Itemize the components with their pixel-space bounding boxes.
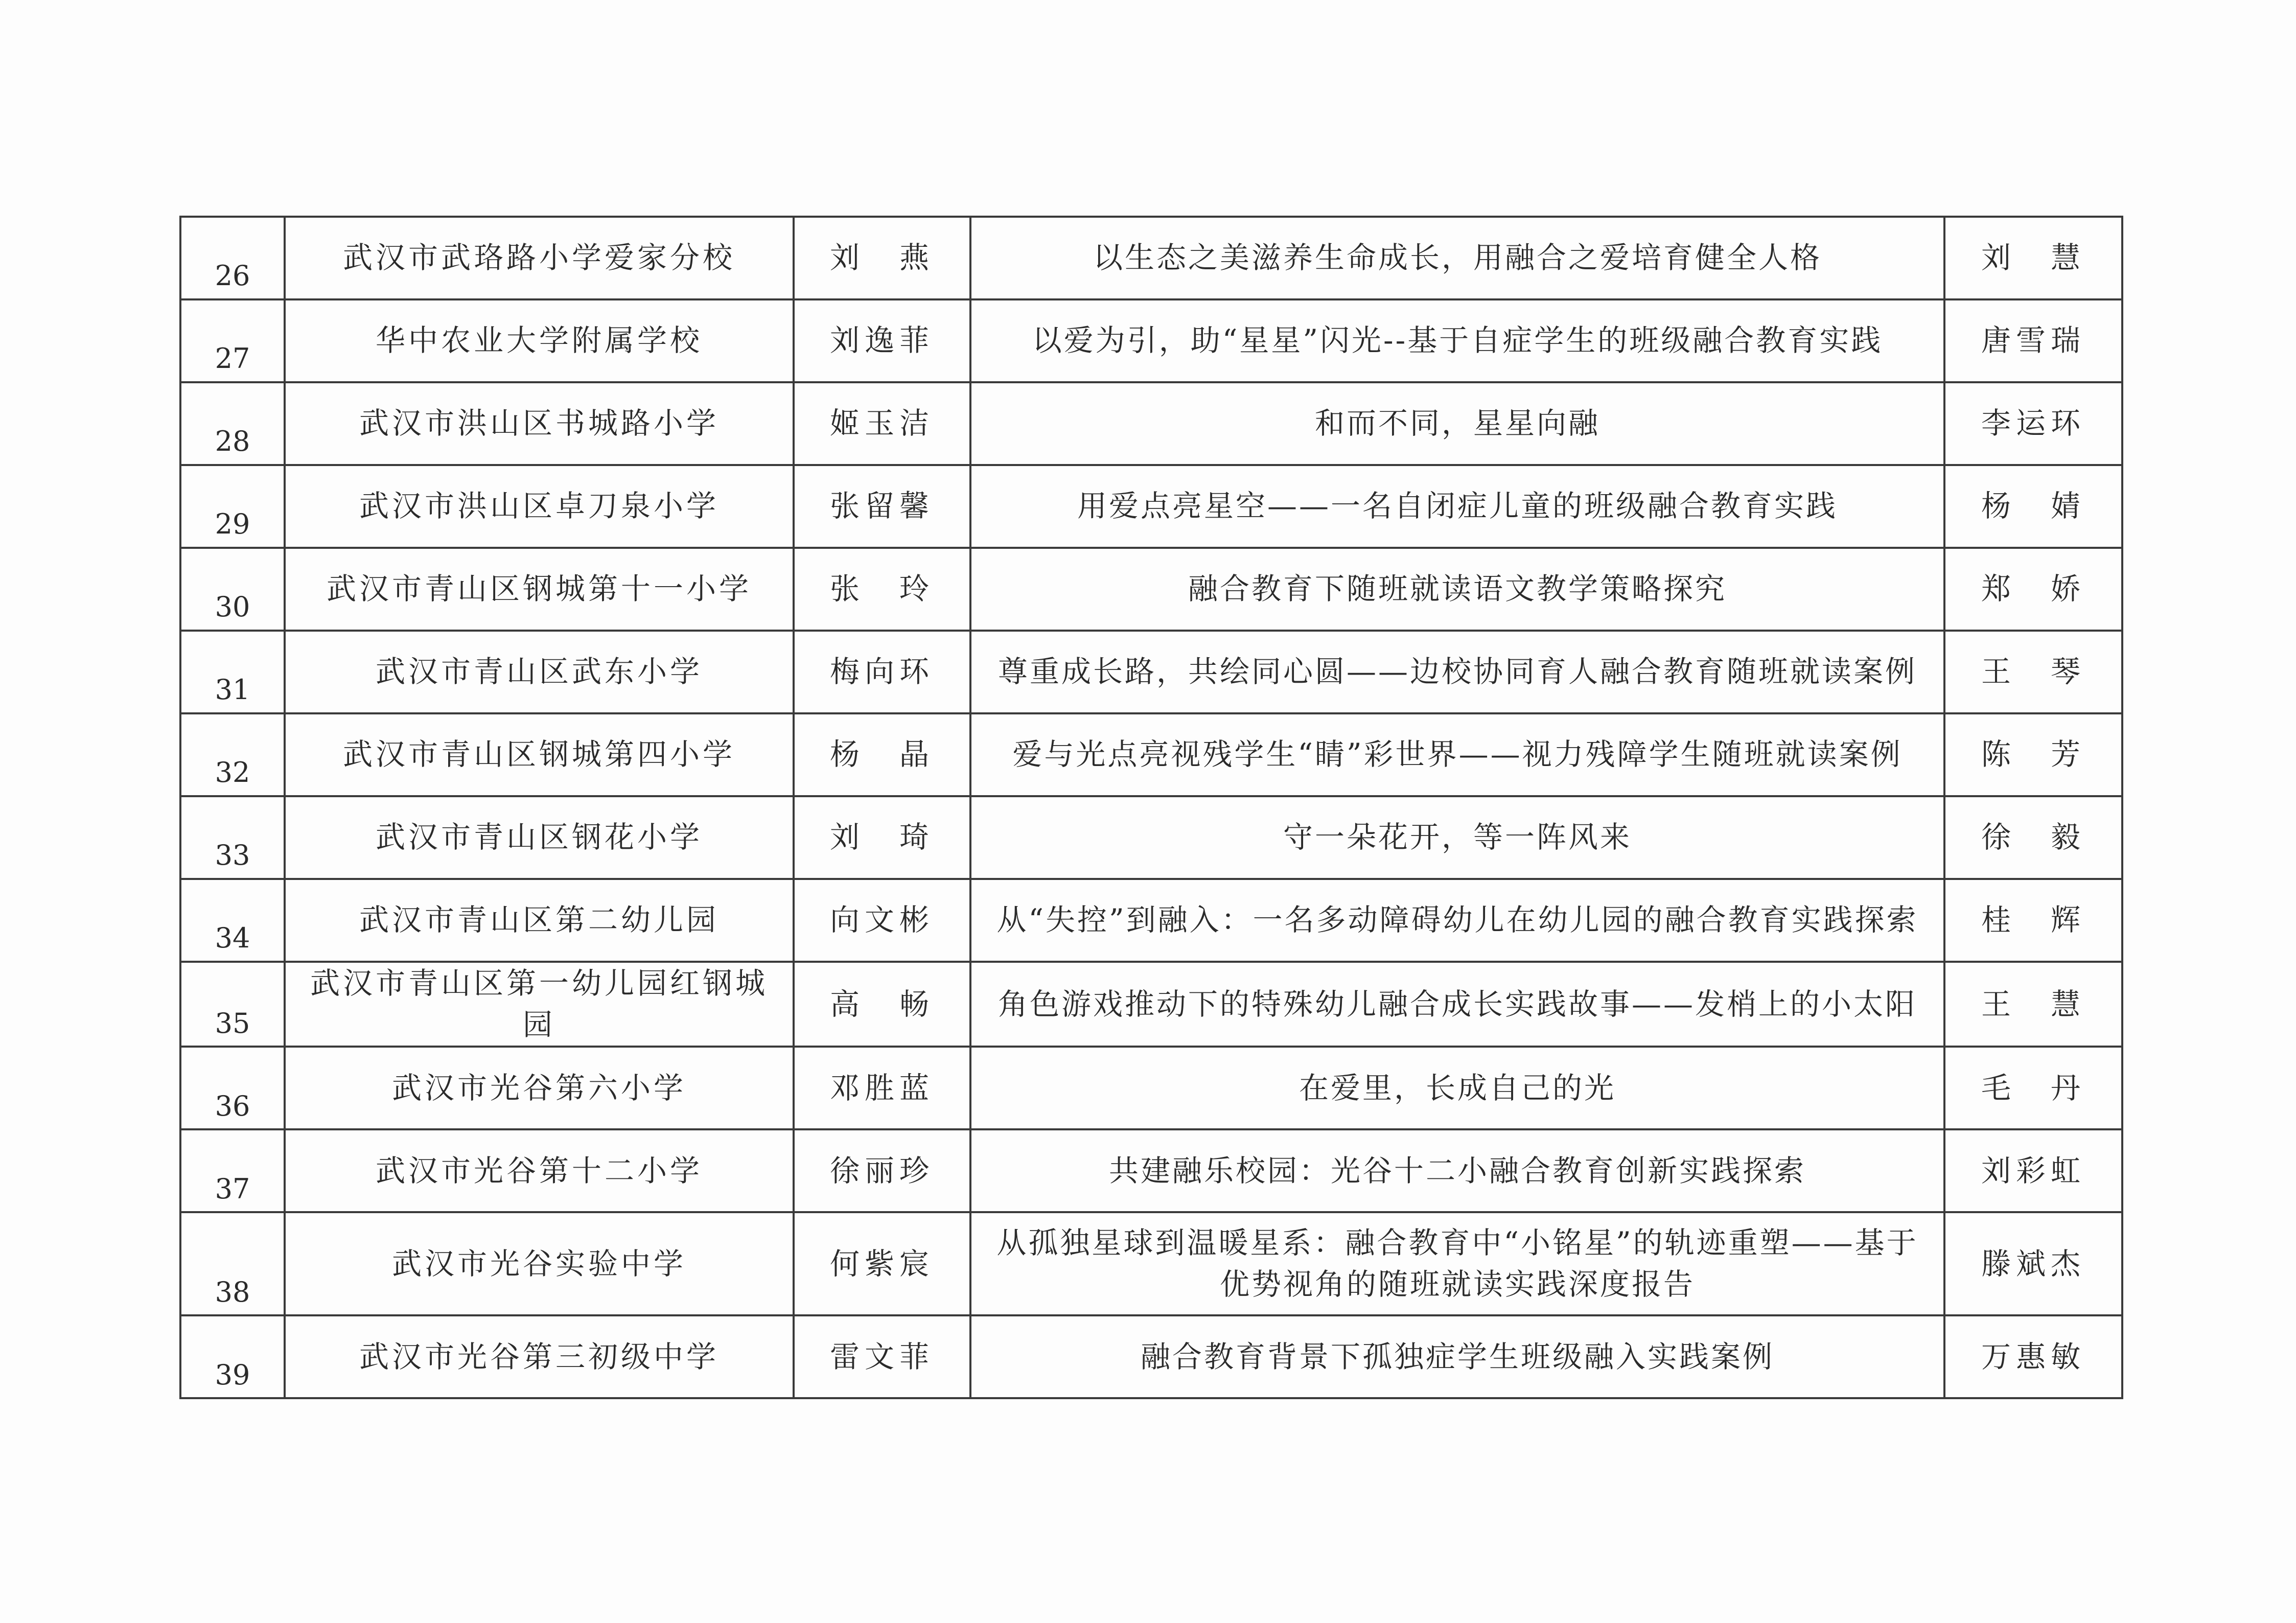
case-title: 和而不同，星星向融 [970, 382, 1944, 465]
case-title: 共建融乐校园：光谷十二小融合教育创新实践探索 [970, 1129, 1944, 1212]
case-title: 用爱点亮星空——一名自闭症儿童的班级融合教育实践 [970, 465, 1944, 548]
author-name: 徐丽珍 [794, 1129, 970, 1212]
school-name: 武汉市青山区第二幼儿园 [285, 879, 794, 962]
table-row [180, 879, 2122, 962]
table-row [180, 217, 2122, 299]
table-row [180, 962, 2122, 1047]
row-number: 30 [180, 548, 285, 631]
tutor-name: 万惠敏 [1944, 1315, 2122, 1398]
tutor-name: 刘彩虹 [1944, 1129, 2122, 1212]
table-row [180, 1212, 2122, 1315]
case-title: 角色游戏推动下的特殊幼儿融合成长实践故事——发梢上的小太阳 [970, 962, 1944, 1047]
case-title: 从孤独星球到温暖星系：融合教育中“小铭星”的轨迹重塑——基于优势视角的随班就读实践深度报告 [970, 1212, 1944, 1315]
tutor-name: 王 琴 [1944, 631, 2122, 713]
author-name: 高 畅 [794, 962, 970, 1047]
table-row [180, 382, 2122, 465]
school-name: 武汉市青山区武东小学 [285, 631, 794, 713]
case-title: 守一朵花开，等一阵风来 [970, 796, 1944, 879]
school-name: 武汉市洪山区卓刀泉小学 [285, 465, 794, 548]
row-number: 31 [180, 631, 285, 713]
case-title: 在爱里，长成自己的光 [970, 1047, 1944, 1129]
case-title: 融合教育背景下孤独症学生班级融入实践案例 [970, 1315, 1944, 1398]
school-name: 武汉市光谷第三初级中学 [285, 1315, 794, 1398]
school-name: 武汉市武珞路小学爱家分校 [285, 217, 794, 299]
row-number: 28 [180, 382, 285, 465]
tutor-name: 滕斌杰 [1944, 1212, 2122, 1315]
author-name: 刘 燕 [794, 217, 970, 299]
row-number: 35 [180, 962, 285, 1047]
author-name: 张 玲 [794, 548, 970, 631]
table-row [180, 796, 2122, 879]
tutor-name: 李运环 [1944, 382, 2122, 465]
tutor-name: 刘 慧 [1944, 217, 2122, 299]
case-title: 尊重成长路，共绘同心圆——边校协同育人融合教育随班就读案例 [970, 631, 1944, 713]
case-title: 爱与光点亮视残学生“睛”彩世界——视力残障学生随班就读案例 [970, 713, 1944, 796]
author-name: 邓胜蓝 [794, 1047, 970, 1129]
school-name: 武汉市光谷第六小学 [285, 1047, 794, 1129]
tutor-name: 徐 毅 [1944, 796, 2122, 879]
case-title: 融合教育下随班就读语文教学策略探究 [970, 548, 1944, 631]
author-name: 何紫宸 [794, 1212, 970, 1315]
tutor-name: 郑 娇 [1944, 548, 2122, 631]
school-name: 武汉市光谷实验中学 [285, 1212, 794, 1315]
row-number: 32 [180, 713, 285, 796]
table-row [180, 548, 2122, 631]
tutor-name: 毛 丹 [1944, 1047, 2122, 1129]
row-number: 27 [180, 299, 285, 382]
tutor-name: 唐雪瑞 [1944, 299, 2122, 382]
award-list-table-wrap [179, 216, 2121, 1399]
table-row [180, 465, 2122, 548]
row-number: 38 [180, 1212, 285, 1315]
tutor-name: 桂 辉 [1944, 879, 2122, 962]
row-number: 33 [180, 796, 285, 879]
table-row [180, 299, 2122, 382]
row-number: 37 [180, 1129, 285, 1212]
author-name: 张留馨 [794, 465, 970, 548]
school-name: 武汉市青山区钢城第四小学 [285, 713, 794, 796]
case-title: 以生态之美滋养生命成长，用融合之爱培育健全人格 [970, 217, 1944, 299]
row-number: 34 [180, 879, 285, 962]
row-number: 29 [180, 465, 285, 548]
tutor-name: 王 慧 [1944, 962, 2122, 1047]
author-name: 向文彬 [794, 879, 970, 962]
school-name: 华中农业大学附属学校 [285, 299, 794, 382]
author-name: 姬玉洁 [794, 382, 970, 465]
school-name: 武汉市青山区钢花小学 [285, 796, 794, 879]
author-name: 雷文菲 [794, 1315, 970, 1398]
row-number: 39 [180, 1315, 285, 1398]
table-row [180, 1129, 2122, 1212]
tutor-name: 杨 婧 [1944, 465, 2122, 548]
author-name: 梅向环 [794, 631, 970, 713]
school-name: 武汉市青山区钢城第十一小学 [285, 548, 794, 631]
author-name: 刘逸菲 [794, 299, 970, 382]
row-number: 36 [180, 1047, 285, 1129]
author-name: 杨 晶 [794, 713, 970, 796]
table-row [180, 713, 2122, 796]
case-title: 以爱为引，助“星星”闪光--基于自症学生的班级融合教育实践 [970, 299, 1944, 382]
tutor-name: 陈 芳 [1944, 713, 2122, 796]
case-title: 从“失控”到融入：一名多动障碍幼儿在幼儿园的融合教育实践探索 [970, 879, 1944, 962]
award-list-table [179, 216, 2123, 1399]
table-row [180, 1315, 2122, 1398]
row-number: 26 [180, 217, 285, 299]
school-name: 武汉市青山区第一幼儿园红钢城园 [285, 962, 794, 1047]
author-name: 刘 琦 [794, 796, 970, 879]
school-name: 武汉市洪山区书城路小学 [285, 382, 794, 465]
table-row [180, 631, 2122, 713]
school-name: 武汉市光谷第十二小学 [285, 1129, 794, 1212]
table-row [180, 1047, 2122, 1129]
